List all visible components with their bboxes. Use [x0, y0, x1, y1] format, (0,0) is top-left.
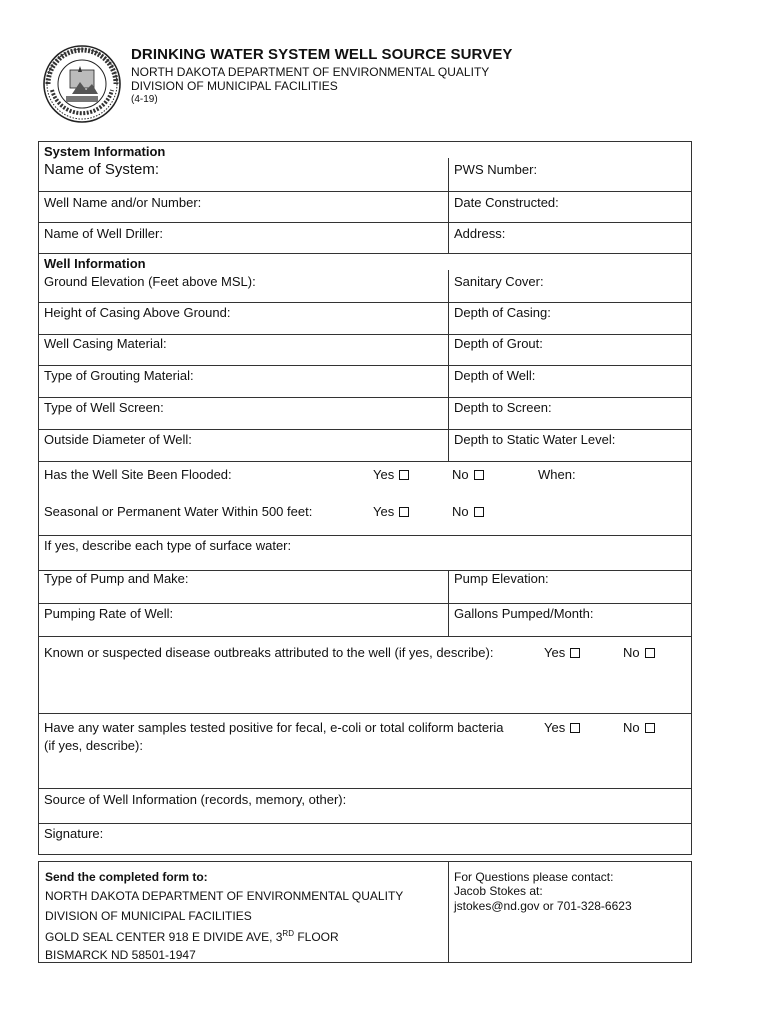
date-constructed-field[interactable]: Date Constructed: — [454, 195, 559, 210]
depth-well-field[interactable]: Depth of Well: — [454, 368, 536, 383]
checkbox-icon[interactable] — [474, 507, 484, 517]
yes-label: Yes — [373, 504, 395, 519]
depth-screen-field[interactable]: Depth to Screen: — [454, 400, 552, 415]
checkbox-icon[interactable] — [570, 723, 580, 733]
pws-number-field[interactable]: PWS Number: — [454, 162, 538, 177]
checkbox-icon[interactable] — [645, 648, 655, 658]
department-name: NORTH DAKOTA DEPARTMENT OF ENVIRONMENTAL QUALITY — [131, 65, 490, 79]
no-label: No — [452, 467, 469, 482]
pump-elevation-field[interactable]: Pump Elevation: — [454, 571, 549, 586]
static-level-field[interactable]: Depth to Static Water Level: — [454, 432, 616, 447]
well-info-heading: Well Information — [44, 256, 146, 271]
driller-address-field[interactable]: Address: — [454, 226, 506, 241]
mail-line-4: BISMARCK ND 58501-1947 — [45, 948, 196, 962]
mail-line-3 — [45, 929, 339, 944]
mail-line-1: NORTH DAKOTA DEPARTMENT OF ENVIRONMENTAL QUALITY — [45, 889, 404, 903]
surface-water-yes-option[interactable] — [373, 504, 409, 519]
system-info-heading: System Information — [44, 144, 166, 159]
flooded-label: Has the Well Site Been Flooded: — [44, 467, 232, 482]
no-label: No — [623, 645, 640, 660]
well-name-field[interactable]: Well Name and/or Number: — [44, 195, 202, 210]
state-seal-icon — [42, 44, 122, 124]
casing-material-field[interactable]: Well Casing Material: — [44, 336, 167, 351]
no-label: No — [452, 504, 469, 519]
coliform-describe-label: (if yes, describe): — [44, 738, 143, 753]
mail-line-3-sup: RD — [282, 929, 294, 938]
revision-date: (4-19) — [131, 94, 158, 105]
form-title: DRINKING WATER SYSTEM WELL SOURCE SURVEY — [131, 46, 513, 63]
checkbox-icon[interactable] — [399, 470, 409, 480]
depth-casing-field[interactable]: Depth of Casing: — [454, 305, 551, 320]
division-name: DIVISION OF MUNICIPAL FACILITIES — [131, 79, 338, 93]
checkbox-icon[interactable] — [570, 648, 580, 658]
name-of-system-field[interactable]: Name of System: — [44, 161, 160, 178]
mailing-info-box — [38, 861, 692, 963]
survey-form — [38, 141, 692, 855]
gallons-pumped-field[interactable]: Gallons Pumped/Month: — [454, 606, 594, 621]
ground-elevation-field[interactable]: Ground Elevation (Feet above MSL): — [44, 274, 256, 289]
well-driller-field[interactable]: Name of Well Driller: — [44, 226, 163, 241]
well-screen-field[interactable]: Type of Well Screen: — [44, 400, 164, 415]
yes-label: Yes — [544, 645, 566, 660]
grouting-material-field[interactable]: Type of Grouting Material: — [44, 368, 194, 383]
flooded-yes-option[interactable] — [373, 467, 409, 482]
mail-line-3-end: FLOOR — [293, 930, 339, 944]
samples-no-option[interactable] — [623, 720, 655, 735]
surface-water-no-option[interactable] — [452, 504, 484, 519]
checkbox-icon[interactable] — [474, 470, 484, 480]
yes-label: Yes — [373, 467, 395, 482]
send-heading: Send the completed form to: — [45, 870, 208, 884]
depth-grout-field[interactable]: Depth of Grout: — [454, 336, 543, 351]
disease-no-option[interactable] — [623, 645, 655, 660]
sanitary-cover-field[interactable]: Sanitary Cover: — [454, 274, 544, 289]
no-label: No — [623, 720, 640, 735]
samples-yes-option[interactable] — [544, 720, 580, 735]
surface-water-description-field[interactable]: If yes, describe each type of surface water: — [44, 538, 292, 553]
contact-line-1: For Questions please contact: — [454, 870, 614, 884]
surface-water-label: Seasonal or Permanent Water Within 500 feet: — [44, 504, 313, 519]
checkbox-icon[interactable] — [399, 507, 409, 517]
disease-yes-option[interactable] — [544, 645, 580, 660]
pump-type-field[interactable]: Type of Pump and Make: — [44, 571, 189, 586]
source-info-field[interactable]: Source of Well Information (records, memory, other): — [44, 792, 347, 807]
checkbox-icon[interactable] — [645, 723, 655, 733]
yes-label: Yes — [544, 720, 566, 735]
coliform-samples-field[interactable]: Have any water samples tested positive for fecal, e-coli or total coliform bacteria — [44, 720, 504, 735]
mail-line-3-text: GOLD SEAL CENTER 918 E DIVIDE AVE, 3 — [45, 930, 283, 944]
signature-field[interactable]: Signature: — [44, 826, 104, 841]
disease-outbreak-field[interactable]: Known or suspected disease outbreaks attributed to the well (if yes, describe): — [44, 645, 494, 660]
flooded-when-field[interactable]: When: — [538, 467, 576, 482]
outside-diameter-field[interactable]: Outside Diameter of Well: — [44, 432, 192, 447]
mail-line-2: DIVISION OF MUNICIPAL FACILITIES — [45, 909, 252, 923]
contact-email-phone[interactable]: jstokes@nd.gov or 701-328-6623 — [454, 899, 632, 913]
pumping-rate-field[interactable]: Pumping Rate of Well: — [44, 606, 174, 621]
flooded-no-option[interactable] — [452, 467, 484, 482]
casing-height-field[interactable]: Height of Casing Above Ground: — [44, 305, 231, 320]
contact-line-2: Jacob Stokes at: — [454, 884, 543, 898]
